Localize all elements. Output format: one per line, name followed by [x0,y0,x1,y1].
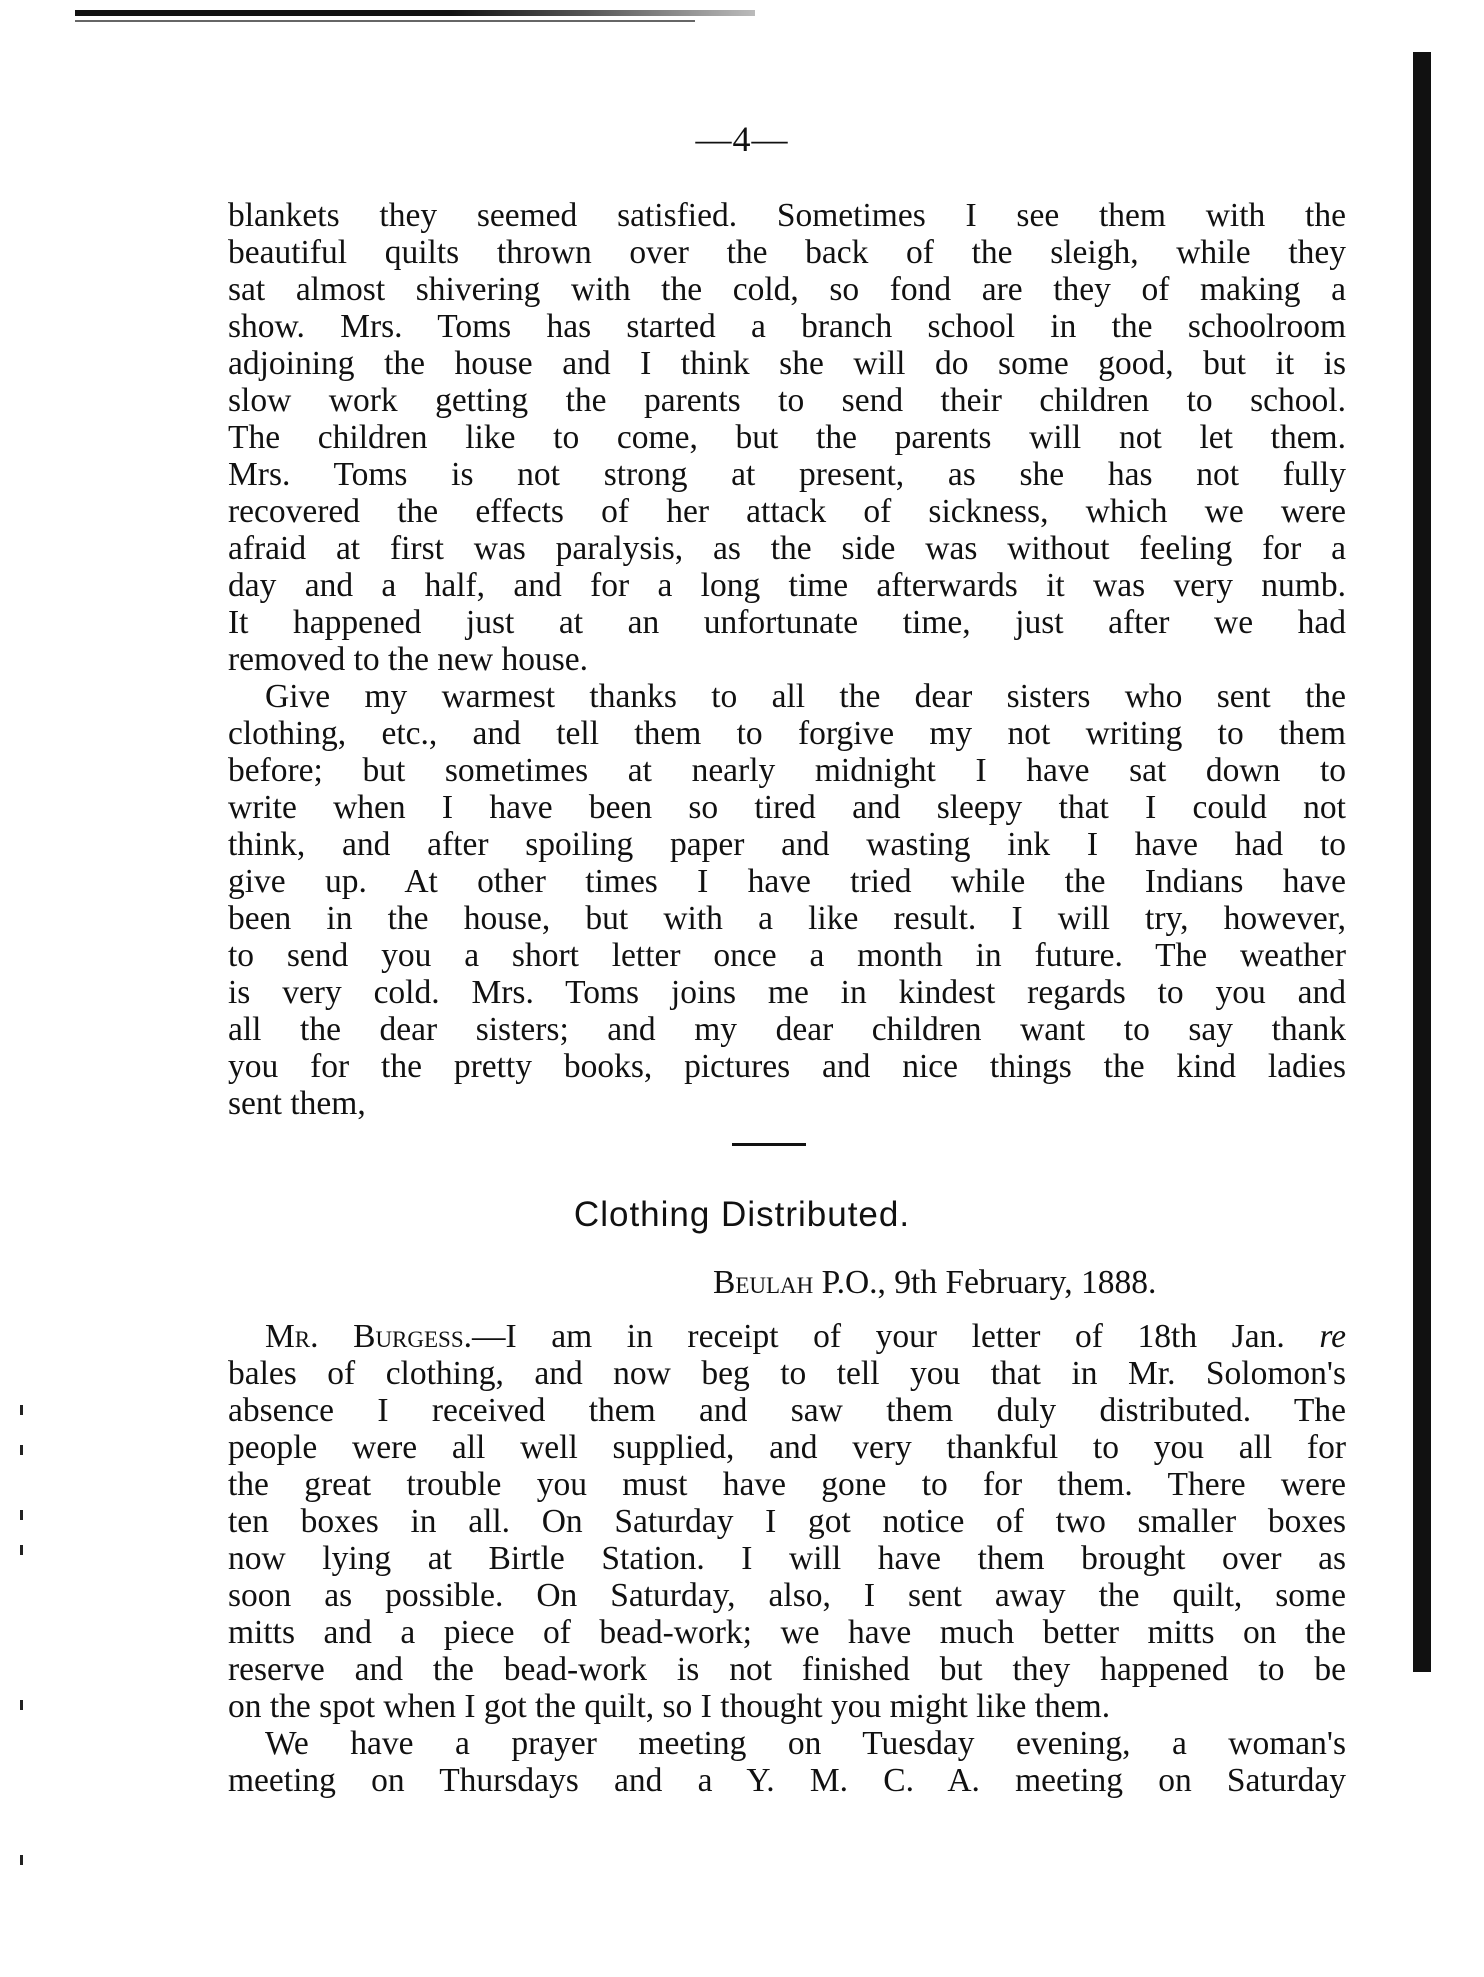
dateline-place: Beulah [713,1264,814,1301]
text-line: all the dear sisters; and my dear children want to say thank [228,1011,1346,1048]
text-line: adjoining the house and I think she will do some good, but it is [228,345,1346,382]
continued-letter-paragraph-1 [228,197,1346,678]
text-line: is very cold. Mrs. Toms joins me in kindest regards to you and [228,974,1346,1011]
text-line: people were all well supplied, and very thankful to you all for [228,1429,1346,1466]
dateline-rest: P.O., 9th February, 1888. [813,1264,1157,1301]
text-line: now lying at Birtle Station. I will have them brought over as [228,1540,1346,1577]
margin-speck [20,1545,23,1555]
text-line: meeting on Thursdays and a Y. M. C. A. meeting on Saturday [228,1762,1346,1799]
text-line: reserve and the bead-work is not finished but they happened to be [228,1651,1346,1688]
text-line: Give my warmest thanks to all the dear sisters who sent the [265,678,1346,715]
text-line: the great trouble you must have gone to for them. There were [228,1466,1346,1503]
top-edge-rule-thin [75,20,695,22]
margin-speck [20,1510,23,1520]
margin-speck [20,1700,23,1710]
page-binding-edge [1413,52,1431,1672]
text-line: been in the house, but with a like result. I will try, however, [228,900,1346,937]
text-line: removed to the new house. [228,641,589,678]
text-fragment-italic: re [1319,1318,1346,1355]
text-fragment: —I am in receipt of your letter of 18th Jan. [472,1318,1320,1355]
continued-letter-paragraph-2 [228,678,1346,1122]
text-line: soon as possible. On Saturday, also, I sent away the quilt, some [228,1577,1346,1614]
salutation: Mr. Burgess. [265,1318,473,1355]
text-line: afraid at first was paralysis, as the side was without feeling for a [228,530,1346,567]
dateline [713,1264,1156,1302]
section-divider [732,1143,806,1146]
text-line: beautiful quilts thrown over the back of the sleigh, while they [228,234,1346,271]
letter-paragraph-2 [228,1725,1346,1799]
text-line: recovered the effects of her attack of sickness, which we were [228,493,1346,530]
text-line: slow work getting the parents to send their children to school. [228,382,1346,419]
text-line: mitts and a piece of bead-work; we have much better mitts on the [228,1614,1346,1651]
margin-speck [20,1405,23,1415]
text-line: ten boxes in all. On Saturday I got notice of two smaller boxes [228,1503,1346,1540]
text-line: clothing, etc., and tell them to forgive my not writing to them [228,715,1346,752]
text-line: absence I received them and saw them duly distributed. The [228,1392,1346,1429]
text-line: sat almost shivering with the cold, so fond are they of making a [228,271,1346,308]
text-line: bales of clothing, and now beg to tell you that in Mr. Solomon's [228,1355,1346,1392]
text-line: on the spot when I got the quilt, so I thought you might like them. [228,1688,1111,1725]
text-line: give up. At other times I have tried while the Indians have [228,863,1346,900]
text-line: day and a half, and for a long time afterwards it was very numb. [228,567,1346,604]
text-line: It happened just at an unfortunate time, just after we had [228,604,1346,641]
text-line: think, and after spoiling paper and wasting ink I have had to [228,826,1346,863]
text-line: to send you a short letter once a month in future. The weather [228,937,1346,974]
text-line: sent them, [228,1085,366,1122]
page-number: —4— [695,119,789,159]
text-line: We have a prayer meeting on Tuesday evening, a woman's [265,1725,1346,1762]
text-line: show. Mrs. Toms has started a branch school in the schoolroom [228,308,1346,345]
text-line: you for the pretty books, pictures and nice things the kind ladies [228,1048,1346,1085]
margin-speck [20,1445,23,1455]
text-line: Mrs. Toms is not strong at present, as she has not fully [228,456,1346,493]
text-line: before; but sometimes at nearly midnight I have sat down to [228,752,1346,789]
section-heading: Clothing Distributed. [573,1195,911,1234]
text-line [228,1318,1346,1355]
letter-paragraph-1 [228,1318,1346,1725]
text-line: The children like to come, but the parents will not let them. [228,419,1346,456]
margin-speck [20,1855,23,1865]
text-line: blankets they seemed satisfied. Sometimes I see them with the [228,197,1346,234]
top-edge-rule [75,10,755,16]
text-line: write when I have been so tired and sleepy that I could not [228,789,1346,826]
